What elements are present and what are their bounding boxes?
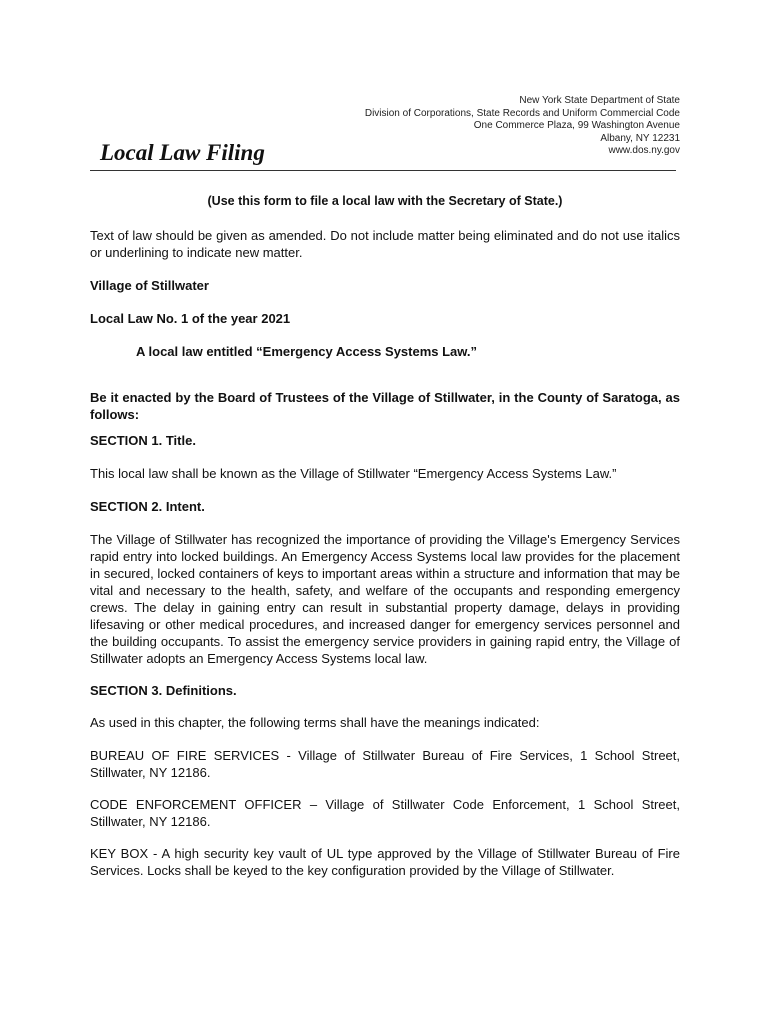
definition-item: CODE ENFORCEMENT OFFICER – Village of Stillwater Code Enforcement, 1 School Street, Stillwater, NY 12186. (90, 797, 680, 829)
agency-line: Albany, NY 12231 (600, 132, 680, 144)
form-instruction: (Use this form to file a local law with the Secretary of State.) (207, 194, 563, 208)
agency-line: New York State Department of State (519, 95, 680, 106)
agency-address-block (365, 95, 680, 158)
section-1-heading: SECTION 1. Title. (90, 433, 196, 448)
agency-line: One Commerce Plaza, 99 Washington Avenue (473, 120, 680, 131)
section-2-text: The Village of Stillwater has recognized the importance of providing the Village's Emergency Services rapid entry into locked buildings. An Emergency Access Systems local law provides for the placement in secured, locked containers of keys to important areas within a structure and information that may be vital and necessary to the health, safety, and welfare of the occupants and responding emergency crews. The delay in gaining entry can result in substantial property damage, delays in providing lifesaving or other medical procedures, and increased danger for emergency services personnel and the building occupants. To assist the emergency service providers in gaining rapid entry, the Village of Stillwater adopts an Emergency Access Systems local law. (90, 532, 680, 666)
agency-line: Division of Corporations, State Records and Uniform Commercial Code (364, 107, 680, 119)
law-number: Local Law No. 1 of the year 2021 (90, 311, 291, 326)
law-title: A local law entitled “Emergency Access Systems Law.” (136, 344, 478, 359)
document-body (90, 227, 680, 879)
enactment-clause: Be it enacted by the Board of Trustees of the Village of Stillwater, in the County of Saratoga, as follows: (90, 390, 680, 422)
section-3-intro: As used in this chapter, the following terms shall have the meanings indicated: (90, 715, 540, 730)
section-3-heading: SECTION 3. Definitions. (90, 683, 237, 698)
amendment-note: Text of law should be given as amended. Do not include matter being eliminated and do not use italics or underlining to indicate new matter. (90, 228, 680, 260)
form-title: Local Law Filing (100, 140, 265, 165)
definition-item: KEY BOX - A high security key vault of UL type approved by the Village of Stillwater Bureau of Fire Services. Locks shall be keyed to the key configuration provided by the Village of Stillwater. (90, 846, 680, 878)
section-2-heading: SECTION 2. Intent. (90, 499, 205, 514)
header-divider (90, 170, 676, 171)
section-1-text: This local law shall be known as the Village of Stillwater “Emergency Access Systems Law.” (90, 466, 617, 481)
definition-item: BUREAU OF FIRE SERVICES - Village of Stillwater Bureau of Fire Services, 1 School Street, Stillwater, NY 12186. (90, 748, 680, 780)
agency-website: www.dos.ny.gov (608, 145, 680, 156)
municipality-name: Village of Stillwater (90, 278, 209, 293)
